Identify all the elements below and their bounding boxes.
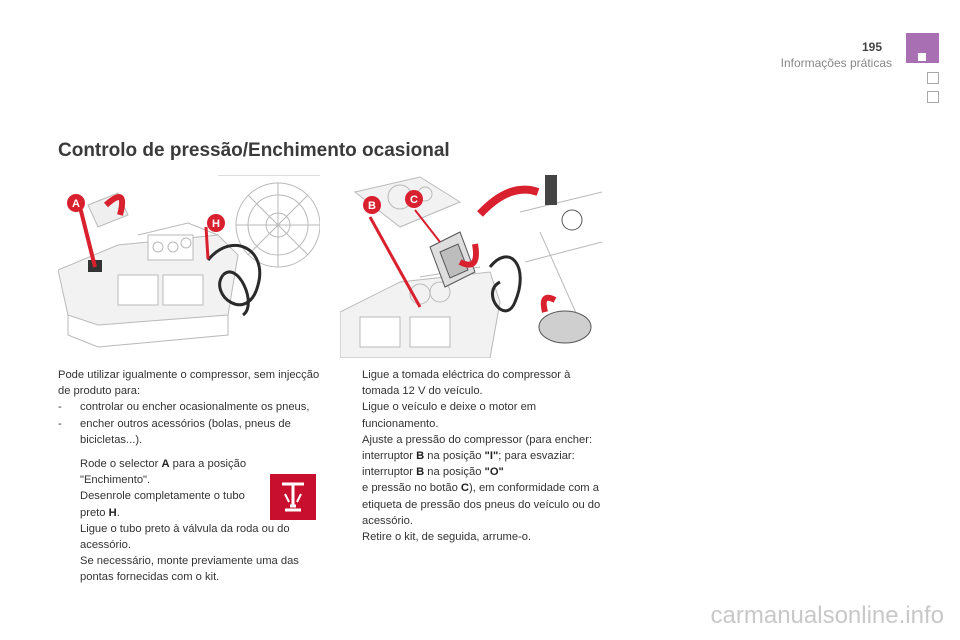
watermark: carmanualsonline.info: [710, 602, 944, 629]
section-label: Informações práticas: [780, 56, 892, 70]
dash-mark: -: [58, 401, 62, 414]
step-item: Ajuste a pressão do compressor (para encher: interruptor B na posição "I"; para esvaziar: interruptor B na posição "O" e pressão no botão C), em conformidade com a etiqueta de pressão dos pneus do veículo ou do acessório.: [362, 433, 601, 527]
step-item: Retire o kit, de seguida, arrume-o.: [362, 531, 532, 544]
marker-a-label: A: [72, 198, 80, 210]
compressor-hose-illustration: [58, 175, 320, 353]
pictogram-icon: [270, 474, 316, 520]
right-column: [340, 367, 602, 545]
list-item-text: controlar ou encher ocasionalmente os pneus,: [80, 401, 310, 414]
page-number: 195: [861, 40, 882, 54]
step-item: Ligue o veículo e deixe o motor em funcionamento.: [362, 401, 537, 430]
marker-b-label: B: [368, 200, 376, 212]
list-item: [58, 416, 320, 448]
compressor-socket-illustration: [340, 172, 602, 358]
step-item: Rode o selector A para a posição "Enchimento".: [80, 458, 247, 487]
section-tab[interactable]: [927, 72, 939, 84]
step-item: Ligue a tomada eléctrica do compressor à tomada 12 V do veículo.: [362, 369, 571, 398]
page-title: Controlo de pressão/Enchimento ocasional: [58, 140, 450, 161]
list-item: [58, 399, 320, 415]
dash-mark: -: [58, 417, 62, 430]
marker-h-label: H: [212, 218, 220, 230]
marker-c-label: C: [410, 194, 418, 206]
list-item-text: encher outros acessórios (bolas, pneus de bicicletas...).: [80, 417, 291, 446]
section-tab-active[interactable]: [906, 33, 939, 63]
hose-h-ref: H: [108, 506, 117, 519]
step-item: Desenrole completamente o tubo preto H.: [80, 490, 245, 519]
intro-text: Pode utilizar igualmente o compressor, sem injecção de produto para:: [58, 369, 320, 398]
section-tab[interactable]: [927, 91, 939, 103]
step-item: Ligue o tubo preto à válvula da roda ou do acessório. Se necessário, monte previamente uma das pontas fornecidas com o kit.: [80, 522, 299, 584]
selector-a-ref: A: [161, 458, 170, 471]
